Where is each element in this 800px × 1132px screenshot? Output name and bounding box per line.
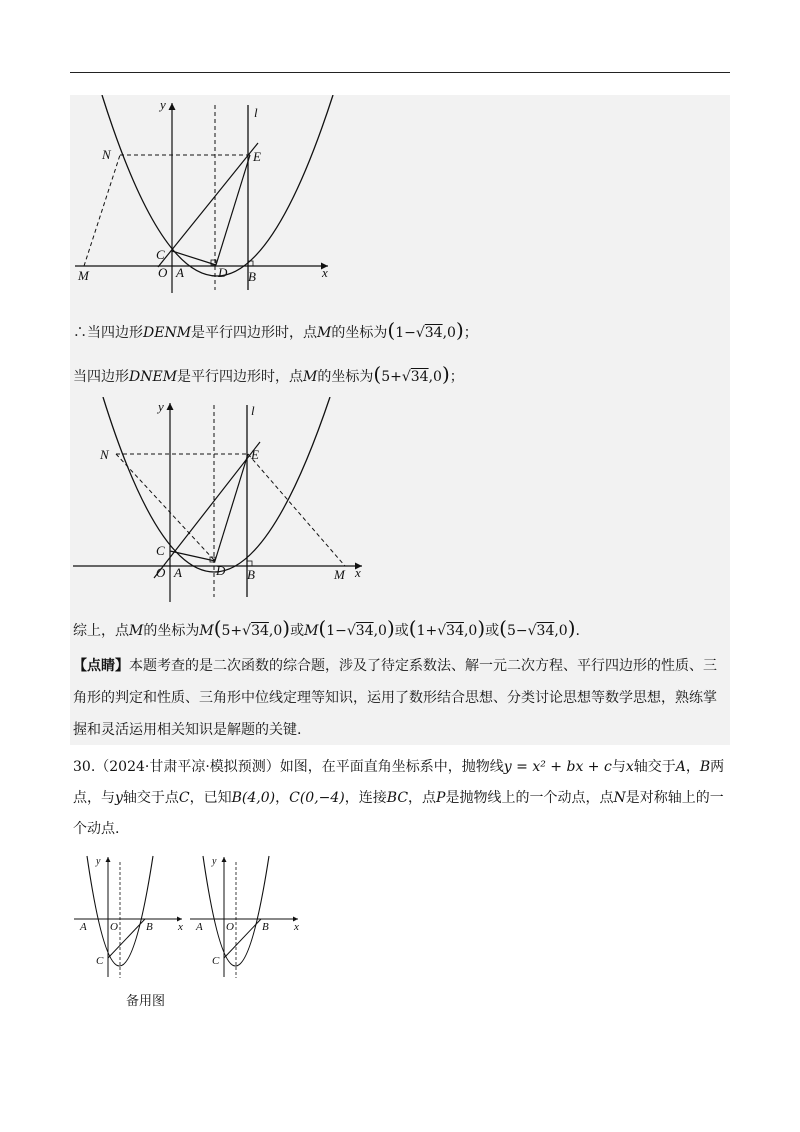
summary-end: . — [575, 623, 580, 639]
summary-line: 综上，点M的坐标为M(5+√34,0)或M(1−√34,0)或(1+√34,0)或(5−√34,0). — [73, 616, 580, 640]
option-2-rad: 34 — [355, 623, 374, 639]
option-3-rad: 34 — [446, 623, 464, 639]
question-c: C — [178, 790, 190, 806]
fig1-label-d: D — [218, 265, 228, 280]
fig1-label-m: M — [78, 268, 89, 283]
fig2-label-e: E — [251, 447, 259, 462]
figure-caption: 备用图 — [126, 994, 166, 1009]
fig3-label-c: C — [96, 955, 104, 967]
line2-coord-rad: 34 — [410, 369, 429, 385]
fig4-label-x: x — [294, 921, 299, 933]
fig4-label-b: B — [262, 921, 269, 933]
option-1-a: 5+ — [221, 623, 243, 639]
fig2-label-l: l — [251, 403, 255, 418]
figure-4 — [188, 852, 306, 982]
line1-paren-close: ) — [455, 318, 464, 342]
question-t4: 两点，与 — [73, 759, 725, 806]
line1-prefix: ∴当四边形 — [73, 325, 143, 341]
fig4-label-o: O — [226, 921, 234, 933]
fig2-label-y: y — [158, 399, 164, 414]
question-t10: 是对称轴上的一个动点. — [73, 790, 724, 837]
fig2-label-m: M — [334, 567, 345, 582]
question-t3: 轴交于 — [633, 759, 676, 775]
fig1-label-l: l — [254, 105, 258, 120]
question-source: （2024·甘肃平凉·模拟预测） — [95, 759, 280, 775]
question-n: N — [613, 790, 626, 806]
question-t9: 是抛物线上的一个动点，点 — [445, 790, 614, 806]
fig3-label-a: A — [80, 921, 87, 933]
summary-point: M — [129, 623, 144, 639]
line2-paren-open: ( — [373, 362, 382, 386]
case-line-1: ∴当四边形DENM是平行四边形时，点M的坐标为(1−√34,0)； — [73, 318, 478, 342]
line1-paren-open: ( — [387, 318, 396, 342]
summary-sep-2: 或 — [394, 623, 409, 639]
question-p: P — [436, 790, 446, 806]
fig2-label-x: x — [355, 565, 361, 580]
question-number: 30. — [73, 759, 96, 775]
fig3-label-b: B — [146, 921, 153, 933]
fig2-label-b: B — [247, 567, 255, 582]
line1-quad: DENM — [143, 325, 192, 341]
line2-mid: 是平行四边形时，点 — [177, 369, 304, 385]
question-bc: BC — [386, 790, 409, 806]
fig1-label-c: C — [156, 247, 165, 262]
comment-text: 本题考查的是二次函数的综合题，涉及了待定系数法、解一元二次方程、平行四边形的性质、三角形的判定和性质、三角形中位线定理等知识，运用了数形结合思想、分类讨论思想等数学思想，熟练掌握和灵活运用相关知识是解题的关键. — [73, 658, 717, 738]
fig1-label-o: O — [158, 265, 168, 280]
figure-3 — [72, 852, 190, 982]
line1-coord-b: ,0 — [442, 325, 456, 341]
option-3-b: ,0 — [463, 623, 478, 639]
line1-point: M — [317, 325, 332, 341]
option-4-a: 5− — [506, 623, 528, 639]
fig3-label-x: x — [178, 921, 183, 933]
fig4-label-y: y — [212, 856, 217, 867]
comment-paragraph — [73, 650, 725, 746]
question-t5: 轴交于点 — [122, 790, 179, 806]
option-4-b: ,0 — [554, 623, 568, 639]
question-b: B — [699, 759, 711, 775]
line1-mid: 是平行四边形时，点 — [191, 325, 318, 341]
line2-quad: DNEM — [129, 369, 178, 385]
summary-prefix: 综上，点 — [73, 623, 129, 639]
line1-end: ； — [463, 325, 478, 341]
fig3-label-o: O — [110, 921, 118, 933]
question-b-coord: B(4,0) — [231, 790, 276, 806]
fig2-label-d: D — [216, 563, 226, 578]
fig2-label-o: O — [156, 565, 166, 580]
fig4-label-c: C — [212, 955, 220, 967]
question-t6: ，已知 — [189, 790, 232, 806]
figure-2 — [70, 397, 370, 607]
summary-sep-3: 或 — [485, 623, 500, 639]
question-30: 30.（2024·甘肃平凉·模拟预测）如图，在平面直角坐标系中，抛物线y = x² + bx + c与x轴交于A，B两点，与y轴交于点C，已知B(4,0)，C(0,−4)，连接BC，点P是抛物线上的一个动点，点N是对称轴上的一个动点. — [73, 759, 725, 837]
option-1-rad: 34 — [251, 623, 269, 639]
summary-sep-1: 或 — [290, 623, 305, 639]
case-line-2: 当四边形DNEM是平行四边形时，点M的坐标为(5+√34,0)； — [73, 362, 464, 386]
fig1-label-n: N — [102, 147, 111, 162]
line2-coord-a: 5+ — [381, 369, 402, 385]
fig3-label-y: y — [96, 856, 101, 867]
line1-coord-rad: 34 — [424, 325, 443, 341]
question-t1: 如图，在平面直角坐标系中，抛物线 — [279, 759, 504, 775]
line2-paren-close: ) — [441, 362, 450, 386]
line2-coord-b: ,0 — [428, 369, 442, 385]
summary-suffix: 的坐标为 — [143, 623, 200, 639]
fig4-label-a: A — [196, 921, 203, 933]
fig1-label-b: B — [248, 269, 256, 284]
line2-prefix: 当四边形 — [73, 369, 129, 385]
line2-suffix: 的坐标为 — [317, 369, 374, 385]
option-2-b: ,0 — [373, 623, 387, 639]
line2-point: M — [303, 369, 318, 385]
question-x: x — [625, 759, 634, 775]
option-1-point: M — [199, 623, 214, 639]
figure-1 — [70, 95, 350, 295]
option-3-a: 1+ — [416, 623, 438, 639]
question-t2: 与 — [611, 759, 626, 775]
question-t8: ，点 — [408, 790, 437, 806]
question-c-coord: C(0,−4) — [289, 790, 345, 806]
fig2-label-n: N — [100, 447, 109, 462]
comment-tag: 【点睛】 — [73, 658, 129, 674]
line1-coord-a: 1− — [395, 325, 416, 341]
question-comma: ， — [685, 759, 700, 775]
header-rule — [70, 72, 730, 73]
fig2-label-c: C — [156, 543, 165, 558]
option-2-point: M — [304, 623, 319, 639]
question-t7: ，连接 — [344, 790, 387, 806]
question-a: A — [675, 759, 686, 775]
line2-end: ； — [449, 369, 464, 385]
fig2-label-a: A — [174, 565, 182, 580]
fig1-label-e: E — [253, 149, 261, 164]
option-1-b: ,0 — [268, 623, 283, 639]
fig1-label-y: y — [160, 97, 166, 112]
option-2-a: 1− — [326, 623, 347, 639]
line1-suffix: 的坐标为 — [331, 325, 388, 341]
question-y: y — [115, 790, 123, 806]
option-4-rad: 34 — [536, 623, 555, 639]
fig1-label-a: A — [176, 265, 184, 280]
fig1-label-x: x — [322, 265, 328, 280]
question-equation: y = x² + bx + c — [503, 759, 612, 775]
